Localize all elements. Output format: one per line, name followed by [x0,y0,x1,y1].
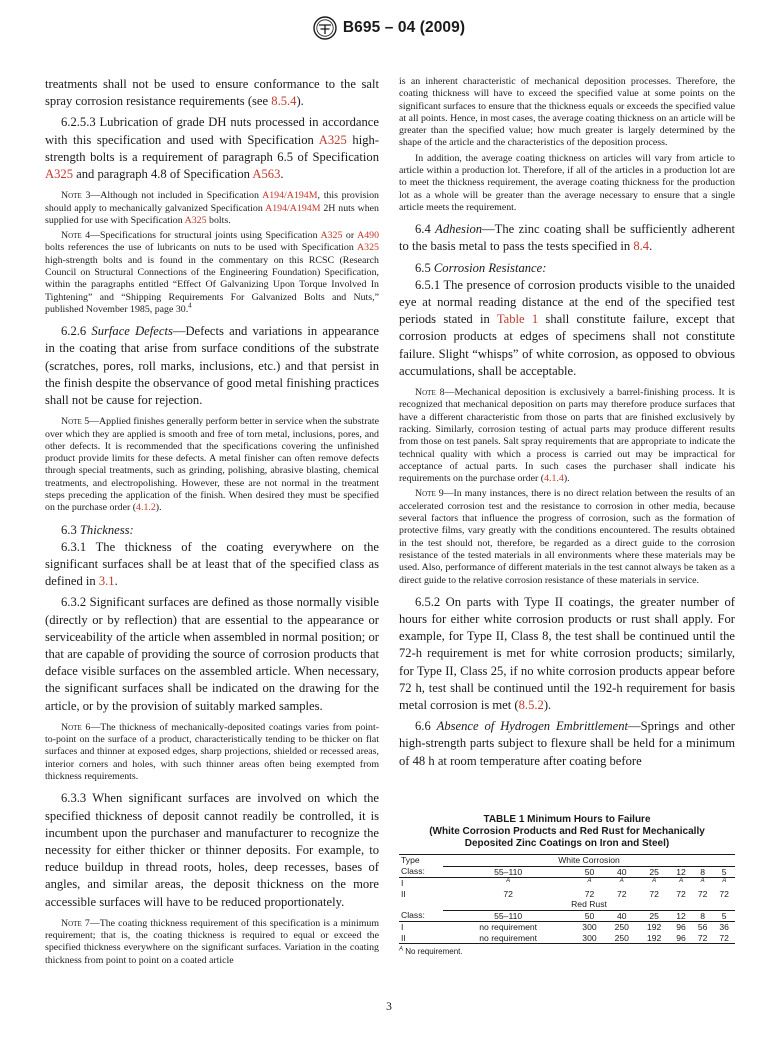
paragraph-salt-spray: treatments shall not be used to ensure conformance to the salt spray corrosion resistance requirements (see 8.5.4). [45,77,379,109]
ref-link[interactable]: A325 [320,230,343,242]
note-5: Note 5—Applied finishes generally perform better in service when the substrate over which they are applied is smooth and free of torn metal, inclusions, pores, and other defects. It is recommended that the specifications covering the unfinished product provide limits for these defects. A metal finisher can often remove defects through special treatments, such as grinding, polishing, abrasive blasting, chemical treatments, and electropolishing. However, these are not normal in the treatment steps preceding the application of the finish. When desired they must be specified on the purchase order (4.1.2). [45,416,380,514]
table-title-line-2: (White Corrosion Products and Red Rust for Mechanically [429,826,705,837]
paragraph-6-3-1: 6.3.1 The thickness of the coating everywhere on the significant surfaces shall be at least that of the specified class as defined in 3.1. [45,539,379,589]
table-cell-class: 5 [713,866,735,878]
table-1 [399,814,735,956]
table-title-line-3: Deposited Zinc Coatings on Iron and Steel) [464,838,670,849]
ref-link[interactable]: A194/A194M [262,190,318,202]
paragraph-6-2-6: 6.2.6 Surface Defects—Defects and variations in appearance in the coating that arise from surface conditions of the substrate (scratches, pores, roll marks, inclusions, etc.) and that persist in the finish despite the observance of good metal finishing practices shall not be cause for rejection. [45,324,379,407]
note-8: Note 8—Mechanical deposition is exclusively a barrel-finishing process. It is recognized that mechanical deposition on parts may therefore produce surfaces that have a different characteristic from those on parts that are finished exclusively by racking. Similarly, corrosion testing of actual parts may produce different results from those on test panels. Salt spray requirements that are appropriate to indicate the technical quality with which a process is carried out may be impractical for acceptance of actual parts. In such cases the purchaser shall indicate his requirements on the purchase order (4.1.4). [399,387,735,485]
ref-link[interactable]: 8.5.2 [518,698,544,713]
table-cell: A [722,878,727,884]
table-cell: 72 [713,933,735,944]
footnote-marker: 4 [188,301,192,310]
table-cell: 96 [670,933,692,944]
table-cell-type-header: Type [399,855,443,867]
table-cell: 96 [676,922,686,932]
table-cell-type: I [401,878,404,888]
table-title-line-1: TABLE 1 Minimum Hours to Failure [483,814,651,825]
ref-link[interactable]: 3.1 [98,574,115,589]
table-cell-class: 25 [638,866,670,878]
table-cell: A [587,878,592,884]
table-cell: 72 [584,888,595,899]
table-cell-class: 8 [692,866,714,878]
table-cell: 72 [719,888,729,899]
table-row [399,866,735,878]
table-cell: 250 [606,933,638,944]
table-cell-white-corrosion-header: White Corrosion [443,855,735,867]
table-cell: A [652,878,657,884]
table-cell: 192 [646,922,662,932]
left-column [45,76,379,967]
table-cell: 300 [573,933,605,944]
note-7-continued-2: In addition, the average coating thickness on articles will vary from article to article within a production lot. Therefore, if all of the articles in a production lot are to meet the thickness requirement, the average coating thickness for the production lot as a whole will be greater than the average necessary to ensure that a single article meets the requirement. [399,152,735,213]
table-cell-red-rust-header: Red Rust [443,899,735,910]
table-cell: 56 [697,922,708,932]
table-cell-type: I [401,922,404,932]
paragraph-6-6: 6.6 Absence of Hydrogen Embrittlement—Springs and other high-strength parts subject to flexure shall be held for a minimum of 48 h at room temperature after coating before [399,719,735,768]
table-cell-class: 55–110 [443,910,573,922]
table-cell-class: 12 [670,866,692,878]
table-row [399,889,735,900]
table-cell-class: 12 [670,910,692,922]
ref-link[interactable]: A325 [45,167,73,182]
table-row [399,910,735,922]
ref-link[interactable]: A325 [318,132,347,147]
table-cell: A [506,878,511,884]
table-cell-class: 50 [573,910,605,922]
table-cell-class-label: Class: [399,866,443,878]
table-cell: 250 [614,922,629,932]
table-cell: 72 [503,888,513,899]
document-id: B695 – 04 (2009) [342,19,466,36]
table-cell: 72 [692,933,714,944]
table-cell-class: 5 [713,910,735,922]
paragraph-6-5-2: 6.5.2 On parts with Type II coatings, the greater number of hours for either white corrosion products or rust shall apply. For example, for Type II, Class 8, the test shall be continued until the 72-h requirement is met for white corrosion products; similarly, for Type II, Class 25, if no white corrosion products appear before 72 h, test shall be continued until the 192-h requirement for basis metal corrosion is met (8.5.2). [399,594,735,713]
ref-link[interactable]: A194/A194M [265,202,321,214]
table-cell-class-label: Class: [399,910,443,922]
ref-link[interactable]: Table 1 [496,312,539,327]
table-cell: 192 [638,933,670,944]
table-cell: A [679,878,684,884]
table-row [399,878,735,889]
page-number: 3 [386,1001,392,1013]
ref-link[interactable]: 4.1.4 [544,473,564,485]
note-6: Note 6—The thickness of mechanically-deposited coatings varies from point-to-point on the surface of a product, characteristically tending to be thicker on flat surfaces and thinner at exposed edges, sharp projections, shielded or recessed areas, interior corners and holes, with such thinner areas often being exempted from thickness requirements. [45,721,379,782]
astm-logo-icon [313,16,337,40]
table-cell-type: II [399,933,443,944]
ref-link[interactable]: A325 [357,242,379,254]
table-cell-blank [399,899,443,910]
table-footnote: $^A$ No requirement. [399,946,463,956]
note-3: Note 3—Although not included in Specification A194/A194M, this provision should apply to mechanically galvanized Specification A194/A194M 2H nuts when supplied for use with Specification A325 bolts. [45,190,379,226]
table-cell-class: 40 [606,866,638,878]
note-7: Note 7—The coating thickness requirement of this specification is a minimum requirement; that is, the coating thickness is required to equal or exceed the specified thickness everywhere on the significant surfaces. Variation in the coating thickness from point to point on a coated article [45,917,379,966]
note-9: Note 9—In many instances, there is no direct relation between the results of an accelerated corrosion test and the resistance to corrosion in other media, because several factors that influence the progress of corrosion, such as the formation of protective films, vary greatly with the conditions encountered. The results obtained in the test should not, therefore, be regarded as a direct guide to the corrosion resistance of the tested materials in all environments where these materials may be used. Also, performance of different materials in the test cannot always be taken as a direct guide to the relative corrosion resistance of these materials in service. [399,488,735,586]
table-row [399,855,735,867]
table-cell: 72 [697,888,708,899]
ref-link[interactable]: A563 [252,167,281,182]
ref-link[interactable]: 8.5.4 [271,94,297,109]
paragraph-6-3-3: 6.3.3 When significant surfaces are involved on which the specified thickness of deposit cannot readily be controlled, it is incumbent upon the purchaser and manufacturer to recognize the necessity for either thicker or thinner deposits. For example, to reduce buildup in thread roots, holes, deep recesses, bases of angles, and similar areas, the deposit thickness on the more accessible surfaces will have to be reduced proportionately. [45,791,379,909]
ref-link[interactable]: A490 [357,230,380,242]
ref-link[interactable]: A325 [184,214,207,226]
table-row [399,933,735,944]
table-cell: 300 [582,922,597,932]
table-cell: 72 [649,888,659,899]
paragraph-6-5-1: 6.5.1 The presence of corrosion products visible to the unaided eye at normal reading distance at the end of the specified test periods stated in Table 1 shall constitute failure, except that corrosion products at edges of specimens shall not constitute failure. Slight “whisps” of white corrosion, as opposed to obvious accumulations, shall be acceptable. [399,277,735,378]
ref-link[interactable]: 8.4 [633,239,650,254]
table-cell-class: 40 [606,910,638,922]
paragraph-6-2-5-3: 6.2.5.3 Lubrication of grade DH nuts processed in accordance with this specification and used with Specification A325 high-strength bolts is a requirement of paragraph 6.5 of Specification A325 and paragraph 4.8 of Specification A563. [45,115,379,182]
right-column [399,76,735,770]
hours-to-failure-table [399,854,735,944]
table-row [399,899,735,910]
table-cell: 36 [719,922,729,932]
heading-6-5: 6.5 Corrosion Resistance: [415,260,547,275]
table-cell: 72 [617,888,627,899]
table-cell-type: II [401,888,406,899]
table-row [399,922,735,933]
table-cell: A [619,878,624,884]
table-cell: no requirement [443,933,573,944]
table-cell-class: 25 [638,910,670,922]
table-cell: 72 [676,888,686,899]
note-7-continued: is an inherent characteristic of mechanical deposition processes. Therefore, the coating thickness will have to exceed the specified value at some points on the significant surfaces to ensure that the thickness equals or exceeds the specified value at all points. Hence, in most cases, the average coating thickness on an article will be greater than the specified value; how much greater is largely determined by the shape of the article and the characteristics of the deposition process. [399,76,735,149]
paragraph-6-4: 6.4 Adhesion—The zinc coating shall be sufficiently adherent to the basis metal to pass the tests specified in 8.4. [399,222,735,254]
note-4: Note 4—Specifications for structural joints using Specification A325 or A490 bolts references the use of lubricants on nuts to be used with Specification A325 high-strength bolts and is found in the commentary on this RCSC (Research Council on Structural Connections of the Engineering Foundation) Specification, within the paragraphs entitled “Effect Of Galvanizing Upon Torque Involved In Tightening” and “Shipping Requirements For Galvanized Bolts and Nuts,” published November 1985, page 30.$^4$ [45,230,380,315]
paragraph-6-3-2: 6.3.2 Significant surfaces are defined as those normally visible (directly or by reflection) that are essential to the appearance or serviceability of the article when assembled in normal position; or that are capable of providing the source of corrosion products that deface visible surfaces on the assembled article. When necessary, the significant surfaces shall be indicated on the drawing for the article, or by the provision of suitably marked samples. [45,595,379,713]
table-cell: no requirement [479,922,538,932]
ref-link[interactable]: 4.1.2 [136,502,156,514]
page-header [0,16,778,40]
table-cell-class: 55–110 [443,866,573,878]
table-cell: A [700,878,705,884]
table-cell-class: 8 [692,910,714,922]
table-cell-class: 50 [573,866,605,878]
heading-6-3: 6.3 Thickness: [61,522,134,537]
